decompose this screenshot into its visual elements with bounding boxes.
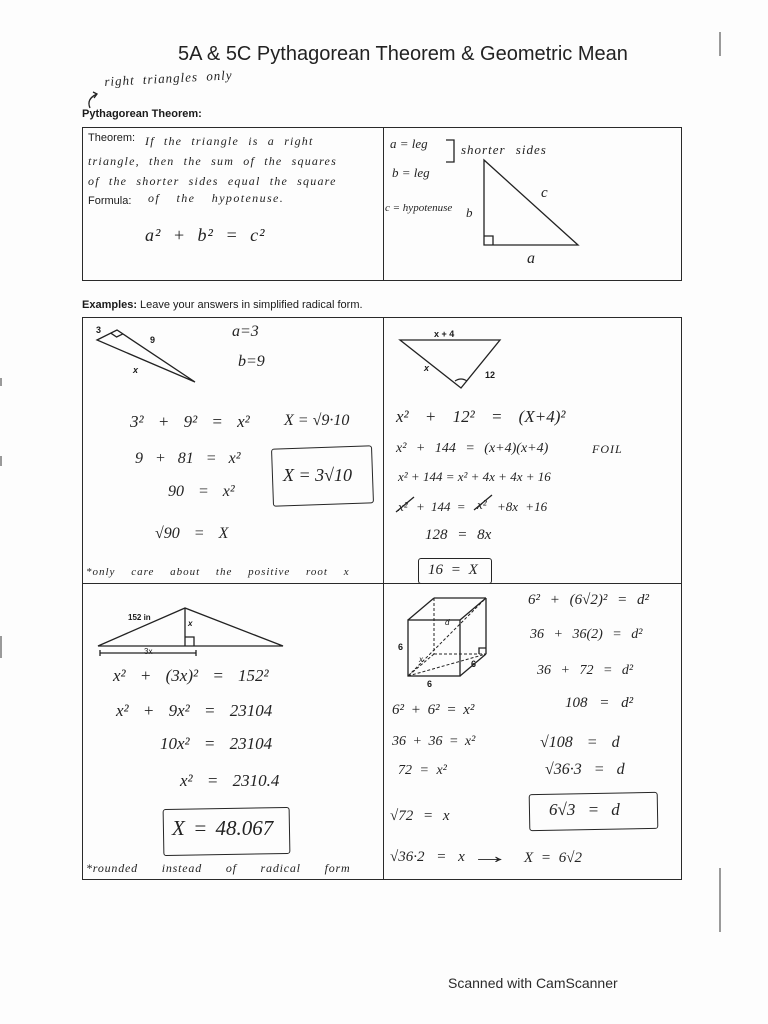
formula-label: Formula: [88,195,132,207]
ex2-foil-note: FOIL [592,442,623,456]
ex4-arrow: → [470,843,510,868]
scan-artifact [0,636,2,658]
scan-artifact [0,456,2,466]
ex1-side-work: X = √9·10 [284,412,350,429]
ex3-answer: X = 48.067 [172,816,274,840]
margin-note: right triangles only [103,67,233,89]
ex1-step: 3² + 9² = x² [130,412,250,431]
ex4-face-step: 6² + 6² = x² [392,702,475,718]
ex3-label-altitude: x [188,619,193,628]
ex2-label-leg: x [424,363,430,373]
definition-a: a = leg [390,136,428,151]
ex3-step: x² + (3x)² = 152² [113,666,269,685]
ex4-face-step: √72 = x [390,808,450,824]
ex1-step: 90 = x² [168,483,235,500]
ex2-step: x² + 144 = (x+4)(x+4) [396,441,549,456]
scan-artifact [719,32,721,56]
ex4-label-face-diagonal: x [419,655,423,664]
ex1-step: 9 + 81 = x² [135,450,241,467]
theorem-text-line: triangle, then the sum of the squares [88,154,337,168]
diagram-label-c: c [541,185,548,201]
ex2-struck-term: x² [398,499,408,514]
examples-vertical-divider [383,317,384,880]
ex4-face-answer: X = 6√2 [524,850,583,866]
ex1-label-long-leg: 9 [150,335,156,345]
page-title: 5A & 5C Pythagorean Theorem & Geometric Mean [178,43,628,65]
ex2-label-leg: 12 [485,370,496,380]
examples-horizontal-divider [82,583,682,584]
pythagorean-formula: a² + b² = c² [145,225,266,245]
ex4-label-height: 6 [398,642,404,652]
ex3-step: x² = 2310.4 [180,771,280,790]
theorem-text-line: If the triangle is a right [145,134,314,148]
ex2-cancel-step: +8x +16 [497,499,548,514]
ex4-label-space-diagonal: d [445,618,450,627]
scanner-watermark: Scanned with CamScanner [448,975,618,991]
ex2-label-hypotenuse: x + 4 [434,329,455,339]
ex4-diag-step: √36·3 = d [545,761,625,778]
ex4-label-width: 6 [427,679,433,689]
ex4-answer: 6√3 = d [549,800,620,819]
ex4-diag-step: 36 + 72 = d² [537,663,634,678]
ex4-face-step: 36 + 36 = x² [392,734,476,749]
ex4-label-depth: 6 [471,659,477,669]
ex2-step: 128 = 8x [425,527,492,543]
ex1-label-hypotenuse: x [133,365,139,375]
examples-instruction: Leave your answers in simplified radical form. [140,299,363,311]
ex2-cancel-step: + 144 = [416,499,466,514]
ex3-note: *rounded instead of radical form [86,861,351,875]
theorem-text-line: of the shorter sides equal the square [88,174,337,188]
definition-b: b = leg [392,165,430,180]
theorem-box-divider [383,127,384,281]
ex3-label-base: 3x [144,647,153,656]
examples-label: Examples: [82,299,138,311]
ex1-label-short-leg: 3 [96,325,102,335]
theorem-text-line: of the hypotenuse. [148,191,285,205]
diagram-label-b: b [466,205,473,220]
scan-artifact [719,868,721,932]
ex4-diag-step: 108 = d² [565,695,634,711]
ex1-answer: X = 3√10 [283,465,353,485]
margin-note-arrow [89,94,97,108]
definition-c: c = hypotenuse [385,202,453,214]
ex2-step: x² + 144 = x² + 4x + 4x + 16 [398,469,551,484]
ex3-step: x² + 9x² = 23104 [116,701,273,720]
ex3-step: 10x² = 23104 [160,734,273,753]
ex4-diag-step: 36 + 36(2) = d² [530,627,643,642]
ex1-given: b=9 [238,353,265,370]
ex4-face-step: √36·2 = x [390,849,465,865]
ex3-label-side: 152 in [128,613,151,622]
ex4-diag-step: 6² + (6√2)² = d² [528,592,649,608]
diagram-label-a: a [527,250,535,267]
margin-note-arrowhead [93,92,97,98]
ex4-diag-step: √108 = d [540,734,620,751]
theorem-label: Theorem: [88,132,136,144]
ex2-answer: 16 = X [428,562,478,578]
ex1-given: a=3 [232,323,259,340]
ex1-step: √90 = X [155,525,229,542]
ex2-struck-term: x² [477,497,487,512]
ex1-note: *only care about the positive root x [86,566,350,578]
ex2-step: x² + 12² = (X+4)² [396,407,566,426]
ex4-face-step: 72 = x² [398,763,447,778]
bracket-note: shorter sides [461,142,547,157]
scan-artifact [0,378,2,386]
section-heading-pythagorean: Pythagorean Theorem: [82,108,202,120]
